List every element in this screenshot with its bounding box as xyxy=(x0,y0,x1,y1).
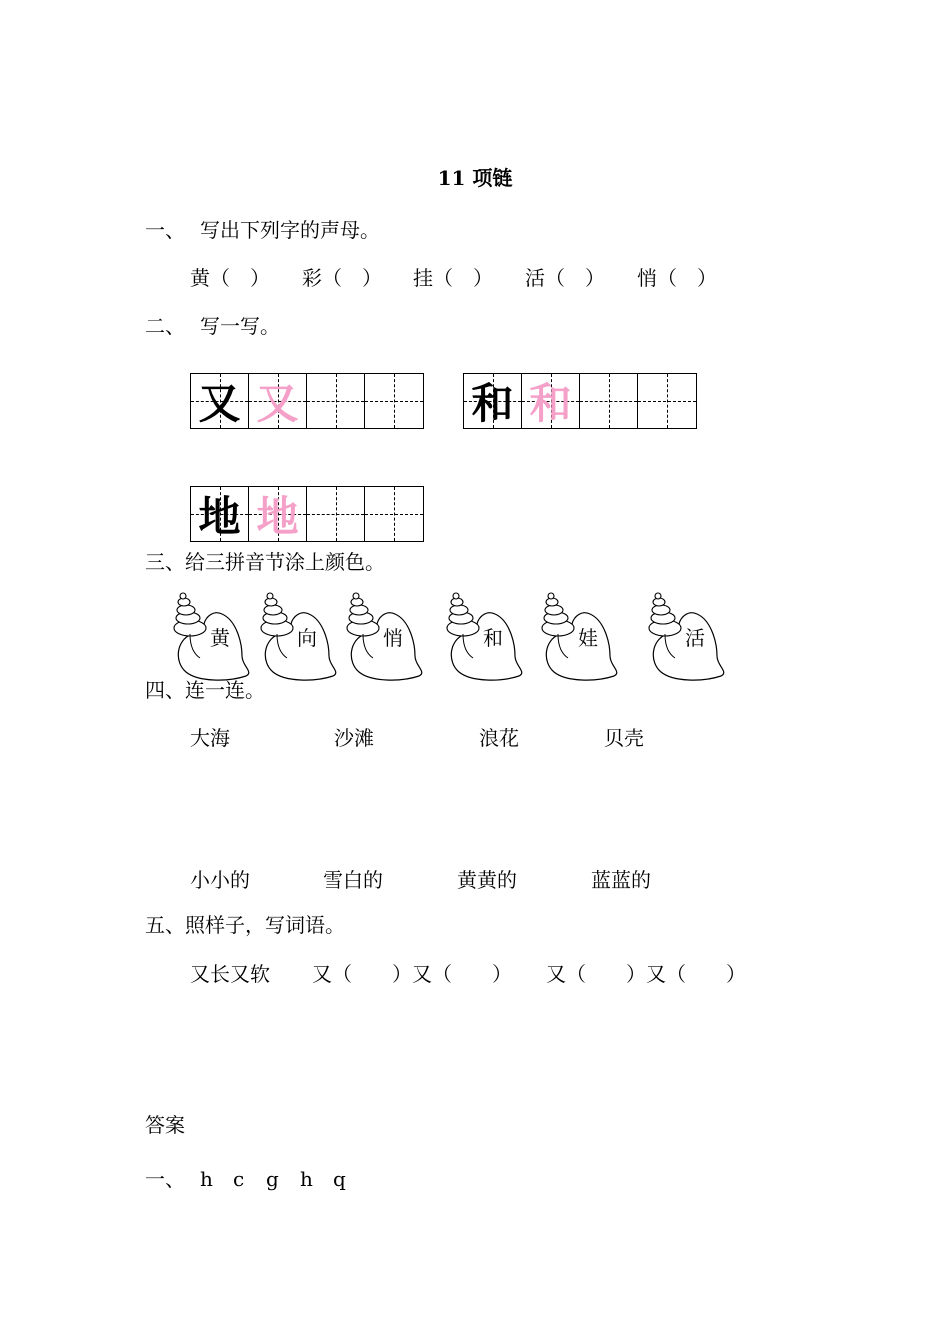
match-word-bottom[interactable]: 黄黄的 xyxy=(457,868,517,892)
grid-cell xyxy=(249,374,307,428)
grid-cell xyxy=(464,374,522,428)
shell-item[interactable] xyxy=(538,590,628,682)
grid-cell[interactable] xyxy=(580,374,638,428)
match-word-top[interactable]: 大海 xyxy=(190,726,230,750)
shell-item[interactable] xyxy=(343,590,433,682)
model-char: 又 xyxy=(198,379,241,428)
model-char: 和 xyxy=(471,379,514,428)
match-word-bottom[interactable]: 蓝蓝的 xyxy=(591,868,651,892)
match-word-bottom[interactable]: 小小的 xyxy=(190,868,250,892)
q1-item: 彩（ ） xyxy=(302,266,382,290)
grid-cell[interactable] xyxy=(307,487,365,541)
grid-cell xyxy=(191,374,249,428)
grid-cell[interactable] xyxy=(307,374,365,428)
q1-item: 活（ ） xyxy=(525,266,605,290)
page-title: 11 项链 xyxy=(437,166,513,190)
shell-syllable: 黄 xyxy=(210,626,230,650)
grid-cell[interactable] xyxy=(638,374,696,428)
answer-1-letter: h xyxy=(300,1167,313,1191)
grid-cell[interactable] xyxy=(365,374,423,428)
answer-1-letter: c xyxy=(233,1167,245,1191)
match-word-top[interactable]: 贝壳 xyxy=(604,726,644,750)
grid-cell xyxy=(249,487,307,541)
q1-item: 悄（ ） xyxy=(637,266,717,290)
q5-blank[interactable]: 又（ ）又（ ） xyxy=(312,962,512,986)
answer-1-letter: g xyxy=(266,1167,279,1191)
grid-cell xyxy=(522,374,580,428)
q4-heading: 四、连一连。 xyxy=(145,678,265,702)
trace-char: 和 xyxy=(529,379,572,428)
q5-blank[interactable]: 又（ ）又（ ） xyxy=(546,962,746,986)
q1-heading: 写出下列字的声母。 xyxy=(200,218,380,242)
answer-1-letter: q xyxy=(333,1167,346,1191)
answer-1-number: 一、 xyxy=(145,1167,185,1191)
q3-heading: 三、给三拼音节涂上颜色。 xyxy=(145,550,385,574)
q5-example: 又长又软 xyxy=(190,962,270,986)
answer-1-letter: h xyxy=(200,1167,213,1191)
shell-item[interactable] xyxy=(645,590,735,682)
shell-item[interactable] xyxy=(257,590,347,682)
grid-cell[interactable] xyxy=(365,487,423,541)
q1-item: 挂（ ） xyxy=(413,266,493,290)
shell-syllable: 向 xyxy=(297,626,317,650)
q2-heading: 写一写。 xyxy=(200,314,280,338)
writing-grid-2 xyxy=(463,373,697,429)
grid-cell xyxy=(191,487,249,541)
trace-char: 地 xyxy=(256,492,299,541)
shell-syllable: 活 xyxy=(685,626,705,650)
shell-item[interactable] xyxy=(443,590,533,682)
q5-heading: 五、照样子，写词语。 xyxy=(145,913,345,937)
q1-item: 黄（ ） xyxy=(190,266,270,290)
q2-heading-number: 二、 xyxy=(145,314,185,338)
shell-syllable: 悄 xyxy=(383,626,403,650)
match-word-bottom[interactable]: 雪白的 xyxy=(323,868,383,892)
trace-char: 又 xyxy=(256,379,299,428)
answers-heading: 答案 xyxy=(145,1113,185,1137)
writing-grid-1 xyxy=(190,373,424,429)
match-word-top[interactable]: 浪花 xyxy=(479,726,519,750)
q1-heading-number: 一、 xyxy=(145,218,185,242)
model-char: 地 xyxy=(198,492,241,541)
writing-grid-3 xyxy=(190,486,424,542)
shell-item[interactable] xyxy=(170,590,260,682)
match-word-top[interactable]: 沙滩 xyxy=(334,726,374,750)
shell-syllable: 娃 xyxy=(578,626,598,650)
shell-syllable: 和 xyxy=(483,626,503,650)
